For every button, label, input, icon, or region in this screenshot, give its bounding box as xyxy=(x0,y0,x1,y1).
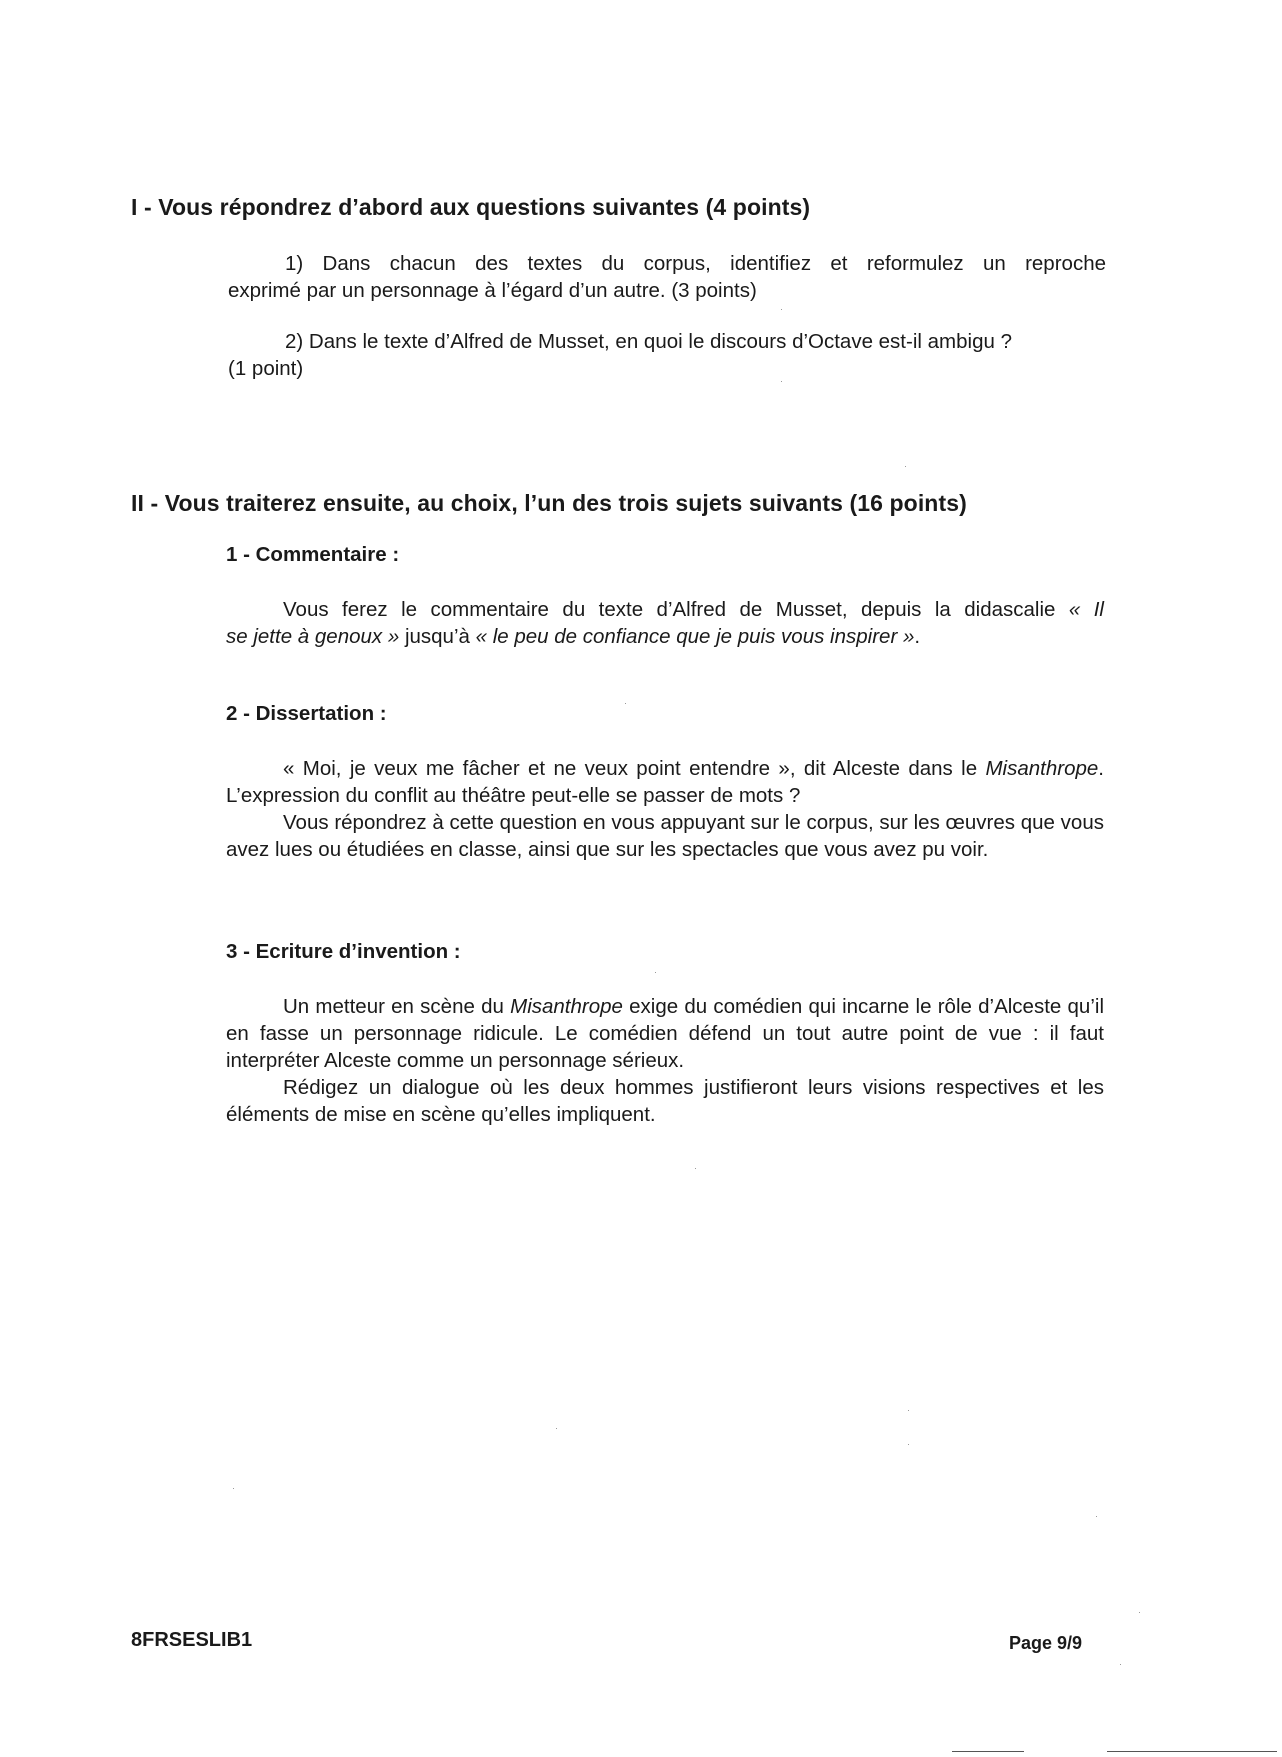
scan-speck xyxy=(908,1444,909,1445)
subject-2-question: . L’expression du conflit au théâtre peut-elle se passer de mots ? xyxy=(226,757,1104,807)
page-number: Page 9/9 xyxy=(1009,1633,1083,1653)
scan-speck xyxy=(905,466,906,467)
subject-2-work-title: Misanthrope xyxy=(985,757,1099,780)
subject-3-paragraph-2: Rédigez un dialogue où les deux hommes justifieront leurs visions respectives et les éléments de mise en scène qu’elles impliquent. xyxy=(226,1076,1104,1126)
scan-speck xyxy=(1139,1612,1140,1613)
subject-1-quote-2: « le peu de confiance que je puis vous inspirer » xyxy=(475,625,915,648)
subject-2-title: 2 - Dissertation : xyxy=(226,702,387,725)
question-2-line-2: (1 point) xyxy=(228,357,304,380)
subject-3-prompt: exige du comédien qui incarne le rôle d’Alceste qu’il en fasse un personnage ridicule. Le comédien défend un tout autre point de vue : il faut interpréter Alceste comme un personnage sérieux. xyxy=(226,995,1104,1072)
subject-1-body xyxy=(226,596,1104,650)
subject-1-title: 1 - Commentaire : xyxy=(226,543,400,566)
question-2-line-1: 2) Dans le texte d’Alfred de Musset, en quoi le discours d’Octave est-il ambigu ? xyxy=(285,330,1012,353)
document-code: 8FRSESLIB1 xyxy=(131,1629,253,1651)
subject-1-line-1 xyxy=(226,596,1104,623)
subject-2-paragraph-2: Vous répondrez à cette question en vous appuyant sur le corpus, sur les œuvres que vous avez lues ou étudiées en classe, ainsi que sur les spectacles que vous avez pu voir. xyxy=(226,811,1104,861)
scan-speck xyxy=(1096,1516,1097,1517)
subject-3-paragraph-1 xyxy=(226,993,1104,1074)
subject-2-body xyxy=(226,755,1104,863)
scan-rule-left xyxy=(952,1751,1024,1752)
subject-1-quote-end: se jette à genoux » xyxy=(226,625,400,648)
question-2 xyxy=(228,328,1128,382)
scan-speck xyxy=(781,381,782,382)
scan-speck xyxy=(781,309,782,310)
subject-2-quote: « Moi, je veux me fâcher et ne veux point entendre », dit Alceste dans le xyxy=(283,757,986,780)
scan-speck xyxy=(695,1168,696,1169)
scan-speck xyxy=(556,1428,557,1429)
subject-1-connector: jusqu’à xyxy=(399,625,476,648)
subject-3-title: 3 - Ecriture d’invention : xyxy=(226,940,461,963)
subject-3-body xyxy=(226,993,1104,1128)
question-1 xyxy=(228,250,1106,304)
scan-speck xyxy=(233,1488,234,1489)
scan-speck xyxy=(655,972,656,973)
scan-speck xyxy=(908,1410,909,1411)
subject-2-paragraph-1 xyxy=(226,755,1104,809)
scan-speck xyxy=(1120,1664,1121,1665)
subject-3-work-title: Misanthrope xyxy=(510,995,623,1018)
subject-1-line-2 xyxy=(226,623,1104,650)
subject-1-text: Vous ferez le commentaire du texte d’Alfred de Musset, depuis la didascalie xyxy=(283,598,1069,621)
subject-3-intro: Un metteur en scène du xyxy=(283,995,511,1018)
subject-1-quote-start: « Il xyxy=(1068,598,1104,621)
question-1-line-2: exprimé par un personnage à l’égard d’un autre. (3 points) xyxy=(228,279,757,302)
scan-speck xyxy=(625,703,626,704)
scan-rule-right xyxy=(1107,1751,1277,1752)
subject-1-period: . xyxy=(914,625,921,648)
section-1-heading: I - Vous répondrez d’abord aux questions suivantes (4 points) xyxy=(131,194,811,220)
section-2-heading: II - Vous traiterez ensuite, au choix, l’un des trois sujets suivants (16 points) xyxy=(131,490,967,516)
question-1-line-1: 1) Dans chacun des textes du corpus, identifiez et reformulez un reproche xyxy=(285,252,1106,275)
